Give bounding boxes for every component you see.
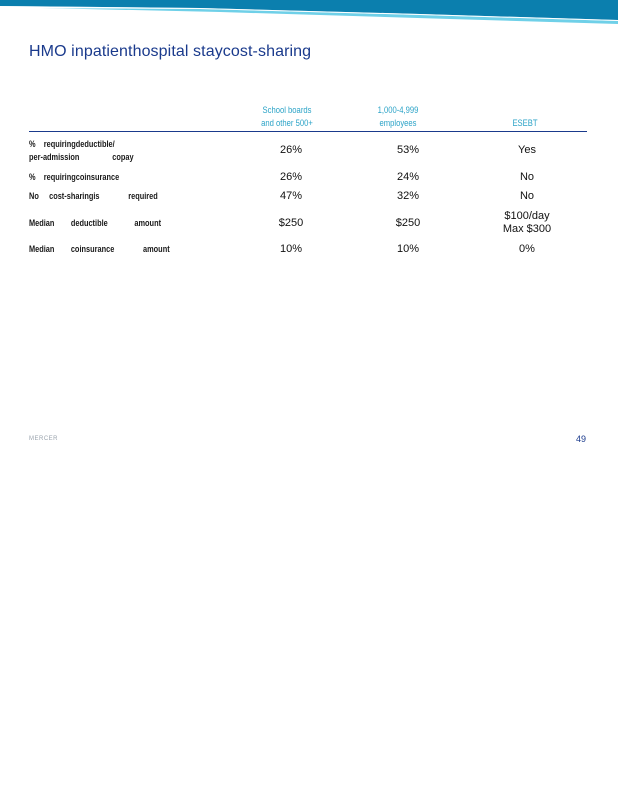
table-cell: 26% bbox=[279, 144, 303, 156]
table-cell: No bbox=[519, 171, 535, 183]
row-label: Median deductible amount bbox=[29, 218, 162, 228]
page-title: HMO inpatienthospital staycost-sharing bbox=[29, 43, 312, 60]
mercer-logo: MERCER bbox=[29, 436, 59, 442]
table-cell: No bbox=[519, 190, 535, 202]
row-label: % requiringcoinsurance bbox=[29, 172, 120, 182]
table-cell: 32% bbox=[396, 190, 420, 202]
row-label: % requiringdeductible/ per-admission copay bbox=[29, 139, 134, 162]
column-header-line2: employees bbox=[379, 118, 417, 128]
column-header-line1 bbox=[483, 104, 568, 117]
table-cell: 0% bbox=[519, 243, 535, 255]
table-cell: 10% bbox=[279, 243, 303, 255]
row-label: No cost-sharingis required bbox=[29, 191, 158, 201]
row-label: Median coinsurance amount bbox=[29, 244, 170, 254]
column-header-line1: 1,000-4,999 bbox=[377, 105, 419, 115]
column-header-employees bbox=[356, 104, 441, 130]
table-cell: $100/day Max $300 bbox=[502, 210, 552, 235]
table-cell: 10% bbox=[396, 243, 420, 255]
table-cell: 24% bbox=[396, 171, 420, 183]
table-cell: $250 bbox=[395, 217, 421, 229]
header-rule bbox=[29, 131, 587, 132]
table-cell: 26% bbox=[279, 171, 303, 183]
table-cell: Yes bbox=[518, 144, 536, 156]
column-header-school-boards bbox=[240, 104, 334, 130]
table-cell: $250 bbox=[278, 217, 304, 229]
table-cell: 53% bbox=[396, 144, 420, 156]
table-cell: 47% bbox=[279, 190, 303, 202]
page-number: 49 bbox=[576, 434, 587, 444]
column-header-line2: ESEBT bbox=[512, 118, 538, 128]
column-header-line1: School boards bbox=[262, 105, 312, 115]
column-header-esebt bbox=[483, 104, 568, 130]
column-header-line2: and other 500+ bbox=[261, 118, 313, 128]
header-banner bbox=[0, 0, 618, 24]
